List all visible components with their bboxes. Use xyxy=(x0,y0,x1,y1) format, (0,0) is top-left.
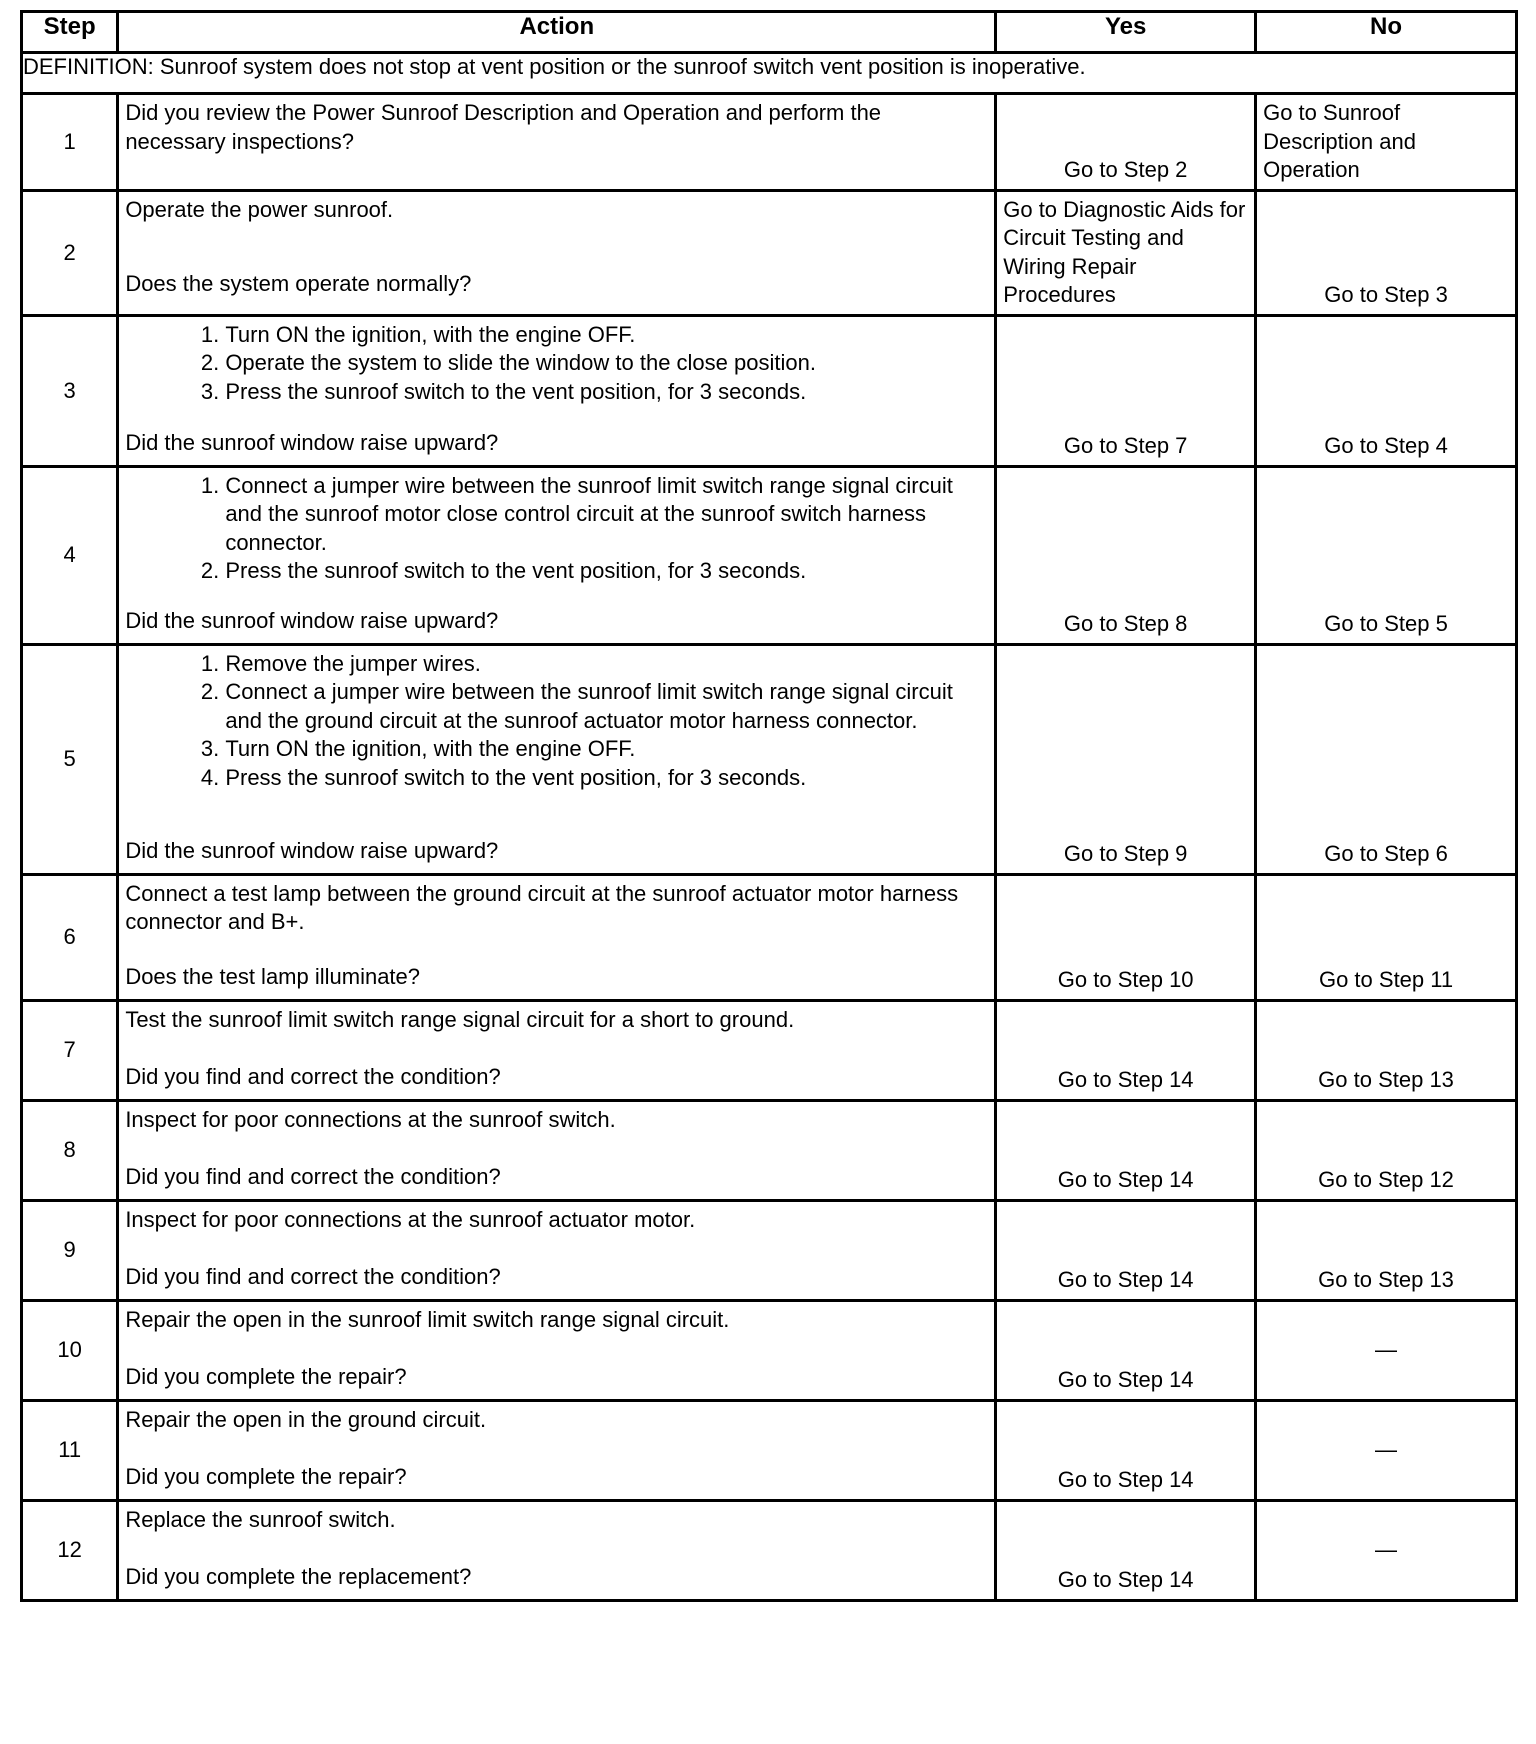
action-list xyxy=(125,321,986,407)
action-top xyxy=(125,99,986,156)
yes-cell: Go to Step 14 xyxy=(996,1000,1256,1100)
action-content xyxy=(125,1506,986,1592)
action-content xyxy=(125,1406,986,1492)
step-row xyxy=(22,190,1517,315)
action-question: Did the sunroof window raise upward? xyxy=(125,838,499,863)
action-text: Repair the open in the sunroof limit switch range signal circuit. xyxy=(125,1306,730,1332)
header-step: Step xyxy=(22,12,118,53)
step-row xyxy=(22,1500,1517,1600)
no-cell: Go to Step 5 xyxy=(1256,466,1517,644)
step-number: 9 xyxy=(22,1200,118,1300)
action-question: Did you find and correct the condition? xyxy=(125,1064,501,1089)
yes-cell: Go to Step 14 xyxy=(996,1300,1256,1400)
no-cell: Go to Step 6 xyxy=(1256,644,1517,874)
action-question: Does the system operate normally? xyxy=(125,271,472,296)
step-number: 7 xyxy=(22,1000,118,1100)
no-cell: Go to Step 4 xyxy=(1256,315,1517,466)
action-list-item: 2. Connect a jumper wire between the sunroof limit switch range signal circuit and the ground circuit at the sunroof actuator motor harness connector. xyxy=(225,678,986,735)
step-row xyxy=(22,1100,1517,1200)
action-content xyxy=(125,1206,986,1292)
action-cell xyxy=(118,1500,996,1600)
step-number: 2 xyxy=(22,190,118,315)
action-cell xyxy=(118,190,996,315)
no-cell: Go to Step 12 xyxy=(1256,1100,1517,1200)
action-question: Did you complete the replacement? xyxy=(125,1564,472,1589)
no-cell: Go to Step 11 xyxy=(1256,874,1517,1000)
action-content xyxy=(125,1106,986,1192)
step-number: 3 xyxy=(22,315,118,466)
action-top xyxy=(125,1406,986,1435)
action-list-item: 3. Turn ON the ignition, with the engine OFF. xyxy=(225,735,986,764)
action-text: Inspect for poor connections at the sunroof switch. xyxy=(125,1106,616,1132)
no-cell: — xyxy=(1256,1400,1517,1500)
action-content xyxy=(125,650,986,866)
step-number: 8 xyxy=(22,1100,118,1200)
header-yes: Yes xyxy=(996,12,1256,53)
action-top xyxy=(125,650,986,793)
action-cell xyxy=(118,1000,996,1100)
diagnostic-table xyxy=(20,10,1518,1602)
action-cell xyxy=(118,1100,996,1200)
action-text: Operate the power sunroof. xyxy=(125,196,394,222)
action-question: Did the sunroof window raise upward? xyxy=(125,608,499,633)
step-number: 6 xyxy=(22,874,118,1000)
action-cell xyxy=(118,1400,996,1500)
action-content xyxy=(125,1006,986,1092)
yes-cell: Go to Step 14 xyxy=(996,1400,1256,1500)
action-top xyxy=(125,472,986,586)
header-no: No xyxy=(1256,12,1517,53)
action-top xyxy=(125,880,986,937)
yes-cell: Go to Diagnostic Aids for Circuit Testing and Wiring Repair Procedures xyxy=(996,190,1256,315)
step-row xyxy=(22,874,1517,1000)
yes-cell: Go to Step 2 xyxy=(996,94,1256,191)
action-text: Inspect for poor connections at the sunroof actuator motor. xyxy=(125,1206,696,1232)
step-row xyxy=(22,1200,1517,1300)
yes-cell: Go to Step 14 xyxy=(996,1200,1256,1300)
yes-cell: Go to Step 14 xyxy=(996,1100,1256,1200)
action-text: Repair the open in the ground circuit. xyxy=(125,1406,487,1432)
step-number: 11 xyxy=(22,1400,118,1500)
step-row xyxy=(22,1000,1517,1100)
action-content xyxy=(125,472,986,636)
no-cell: Go to Step 13 xyxy=(1256,1000,1517,1100)
action-top xyxy=(125,1506,986,1535)
action-cell xyxy=(118,466,996,644)
step-number: 4 xyxy=(22,466,118,644)
action-content xyxy=(125,99,986,174)
no-cell: Go to Step 3 xyxy=(1256,190,1517,315)
no-cell: — xyxy=(1256,1300,1517,1400)
action-question: Did you find and correct the condition? xyxy=(125,1164,501,1189)
step-row xyxy=(22,1400,1517,1500)
action-text: Test the sunroof limit switch range signal circuit for a short to ground. xyxy=(125,1006,795,1032)
action-top xyxy=(125,321,986,407)
action-list-item: 1. Connect a jumper wire between the sunroof limit switch range signal circuit and the sunroof motor close control circuit at the sunroof switch harness connector. xyxy=(225,472,986,558)
yes-cell: Go to Step 14 xyxy=(996,1500,1256,1600)
step-row xyxy=(22,1300,1517,1400)
yes-cell: Go to Step 8 xyxy=(996,466,1256,644)
action-cell xyxy=(118,1300,996,1400)
step-row xyxy=(22,644,1517,874)
action-list-item: 1. Turn ON the ignition, with the engine OFF. xyxy=(225,321,986,350)
action-list-item: 2. Press the sunroof switch to the vent position, for 3 seconds. xyxy=(225,557,986,586)
action-list-item: 3. Press the sunroof switch to the vent position, for 3 seconds. xyxy=(225,378,986,407)
action-cell xyxy=(118,874,996,1000)
action-cell xyxy=(118,94,996,191)
action-cell xyxy=(118,1200,996,1300)
no-cell: Go to Step 13 xyxy=(1256,1200,1517,1300)
action-top xyxy=(125,196,986,225)
action-content xyxy=(125,1306,986,1392)
step-number: 5 xyxy=(22,644,118,874)
step-number: 10 xyxy=(22,1300,118,1400)
step-row xyxy=(22,94,1517,191)
action-list-item: 2. Operate the system to slide the window to the close position. xyxy=(225,349,986,378)
action-cell xyxy=(118,315,996,466)
action-list xyxy=(125,472,986,586)
step-row xyxy=(22,466,1517,644)
action-question: Does the test lamp illuminate? xyxy=(125,964,421,989)
action-list xyxy=(125,650,986,793)
action-top xyxy=(125,1106,986,1135)
yes-cell: Go to Step 7 xyxy=(996,315,1256,466)
action-cell xyxy=(118,644,996,874)
action-content xyxy=(125,321,986,458)
action-question: Did the sunroof window raise upward? xyxy=(125,430,499,455)
header-row xyxy=(22,12,1517,53)
action-top xyxy=(125,1306,986,1335)
action-text: Replace the sunroof switch. xyxy=(125,1506,396,1532)
action-top xyxy=(125,1206,986,1235)
yes-cell: Go to Step 10 xyxy=(996,874,1256,1000)
definition-text: DEFINITION: Sunroof system does not stop at vent position or the sunroof switch vent position is inoperative. xyxy=(22,53,1517,94)
action-top xyxy=(125,1006,986,1035)
yes-cell: Go to Step 9 xyxy=(996,644,1256,874)
step-number: 1 xyxy=(22,94,118,191)
action-list-item: 1. Remove the jumper wires. xyxy=(225,650,986,679)
action-text: Did you review the Power Sunroof Description and Operation and perform the necessary inspections? xyxy=(125,100,882,154)
header-action: Action xyxy=(118,12,996,53)
action-question: Did you complete the repair? xyxy=(125,1364,407,1389)
step-number: 12 xyxy=(22,1500,118,1600)
action-content xyxy=(125,196,986,299)
definition-row xyxy=(22,53,1517,94)
no-cell: Go to Sunroof Description and Operation xyxy=(1256,94,1517,191)
action-question: Did you complete the repair? xyxy=(125,1464,407,1489)
step-row xyxy=(22,315,1517,466)
no-cell: — xyxy=(1256,1500,1517,1600)
action-text: Connect a test lamp between the ground circuit at the sunroof actuator motor harness connector and B+. xyxy=(125,880,959,934)
action-list-item: 4. Press the sunroof switch to the vent position, for 3 seconds. xyxy=(225,764,986,793)
action-content xyxy=(125,880,986,992)
action-question: Did you find and correct the condition? xyxy=(125,1264,501,1289)
